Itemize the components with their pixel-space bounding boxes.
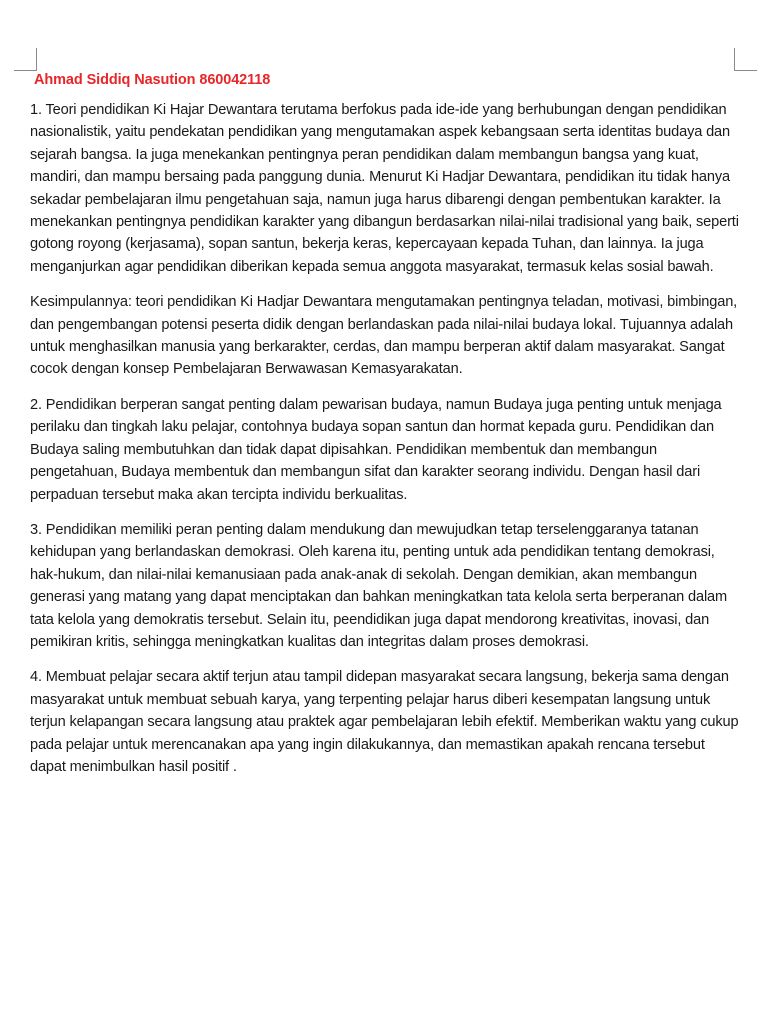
paragraph-conclusion: Kesimpulannya: teori pendidikan Ki Hadjar Dewantara mengutamakan pentingnya teladan, motivasi, bimbingan, dan pengembangan potensi peserta didik dengan berlandaskan pada nilai-nilai budaya lokal. Tujuannya adalah untuk menghasilkan manusia yang berkarakter, cerdas, dan mampu berperan aktif dalam masyarakat. Sangat cocok dengan konsep Pembelajaran Berwawasan Kemasyarakatan. [30, 294, 738, 378]
paragraph-2: 2. Pendidikan berperan sangat penting dalam pewarisan budaya, namun Budaya juga penting untuk menjaga perilaku dan tingkah laku pelajar, contohnya budaya sopan santun dan hormat kepada guru. Pendidikan dan Budaya saling membutuhkan dan tidak dapat dipisahkan. Pendidikan membentuk dan membangun pengetahuan, Budaya membentuk dan membangun sifat dan karakter seorang individu. Dengan hasil dari perpaduan tersebut maka akan tercipta individu berkualitas. [30, 396, 722, 503]
top-right-margin-mark [734, 48, 757, 71]
paragraph-3: 3. Pendidikan memiliki peran penting dalam mendukung dan mewujudkan tetap terselenggaranya tatanan kehidupan yang berlandaskan demokrasi. Oleh karena itu, penting untuk ada pendidikan tentang demokrasi, hak-hukum, dan nilai-nilai kemanusiaan pada anak-anak di sekolah. Dengan demikian, akan membangun generasi yang matang yang dapat menciptakan dan bahkan meningkatkan tata kelola serta berperanan dalam tata kelola yang demokratis tersebut. Selain itu, peendidikan juga dapat mendorong kreativitas, inovasi, dan pemikiran kritis, sehingga meningkatkan kualitas dan integritas dalam proses demokrasi. [30, 521, 728, 650]
paragraph-1: 1. Teori pendidikan Ki Hajar Dewantara terutama berfokus pada ide-ide yang berhubungan dengan pendidikan nasionalistik, yaitu pendekatan pendidikan yang mengutamakan aspek kebangsaan serta identitas budaya dan sejarah bangsa. Ia juga menekankan pentingnya peran pendidikan dalam membangun bangsa yang kuat, mandiri, dan mampu bersaing pada panggung dunia. Menurut Ki Hadjar Dewantara, pendidikan itu tidak hanya sekadar pembelajaran ilmu pengetahuan saja, namun juga harus dibarengi dengan pembentukan karakter. Ia menekankan pentingnya pendidikan karakter yang dibangun berdasarkan nilai-nilai tradisional yang baik, seperti gotong royong (kerjasama), sopan santun, bekerja keras, kepercayaan kepada Tuhan, dan lainnya. Ia juga menganjurkan agar pendidikan diberikan kepada semua anggota masyarakat, termasuk kelas sosial bawah. [30, 102, 739, 275]
document-body [30, 69, 742, 791]
top-left-margin-mark [14, 48, 37, 71]
author-line: Ahmad Siddiq Nasution 860042118 [34, 72, 271, 88]
paragraph-4: 4. Membuat pelajar secara aktif terjun atau tampil didepan masyarakat secara langsung, bekerja sama dengan masyarakat untuk membuat sebuah karya, yang terpenting pelajar harus diberi kesempatan langsung untuk terjun kelapangan secara langsung atau praktek agar pembelajaran lebih efektif. Memberikan waktu yang cukup pada pelajar untuk merencanakan apa yang ingin dilakukannya, dan memastikan apakah rencana tersebut dapat menimbulkan hasil positif . [30, 669, 739, 775]
